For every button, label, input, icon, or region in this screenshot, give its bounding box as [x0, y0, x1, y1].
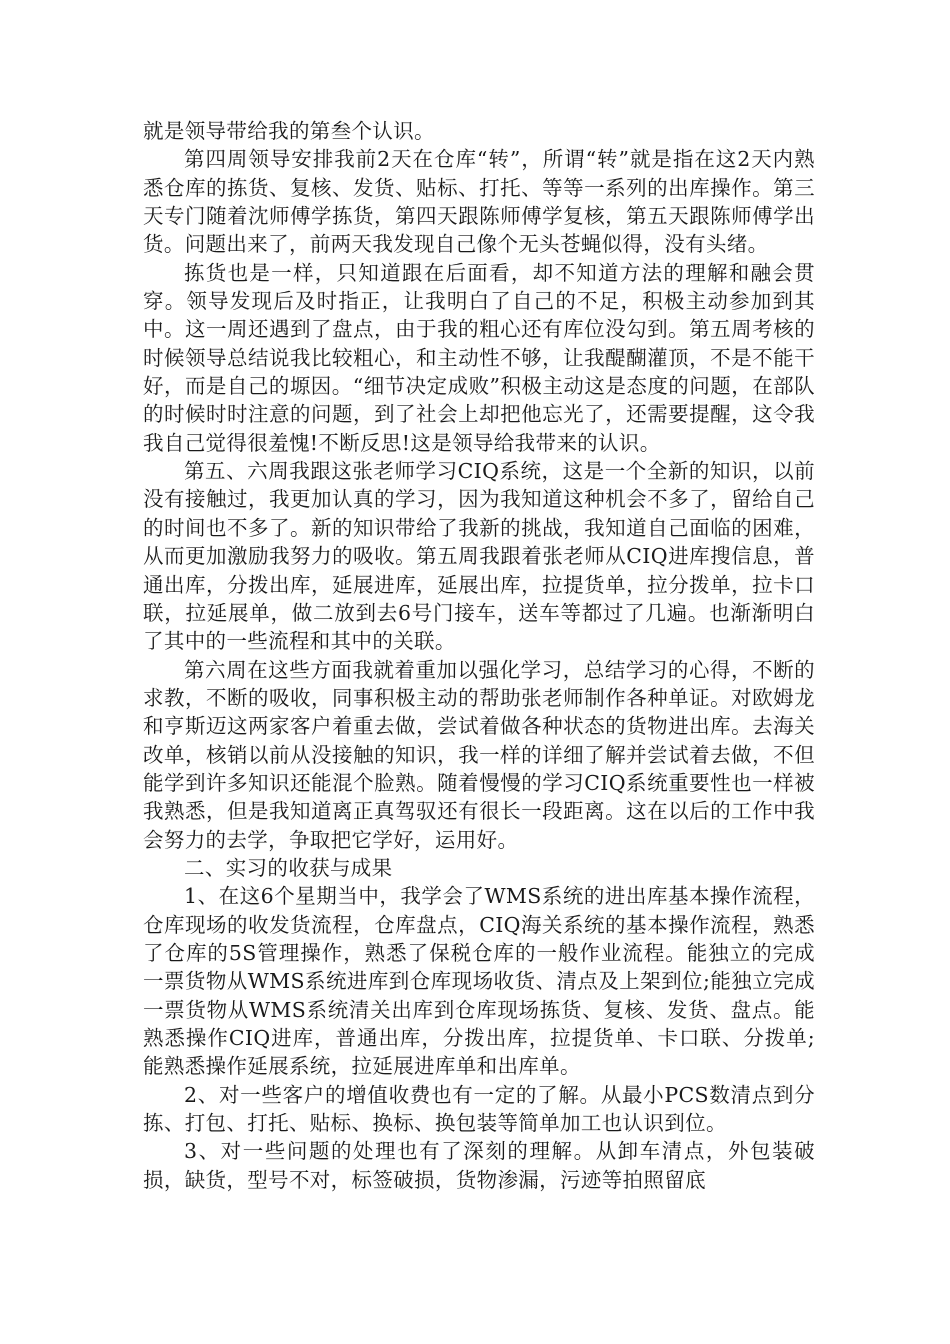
paragraph: 第五、六周我跟这张老师学习CIQ系统，这是一个全新的知识，以前没有接触过，我更加认真的学习，因为我知道这种机会不多了，留给自己的时间也不多了。新的知识带给了我新的挑战，我知道自己面临的困难，从而更加激励我努力的吸收。第五周我跟着张老师从CIQ进库搜信息，普通出库，分拨出库，延展进库，延展出库，拉提货单，拉分拨单，拉卡口联，拉延展单，做二放到去6号门接车，送车等都过了几遍。也渐渐明白了其中的一些流程和其中的关联。	[143, 459, 815, 654]
document-body	[143, 117, 815, 1194]
paragraph: 就是领导带给我的第叁个认识。	[143, 119, 435, 143]
section-heading: 二、实习的收获与成果	[184, 855, 393, 880]
paragraph: 第六周在这些方面我就着重加以强化学习，总结学习的心得，不断的求教，不断的吸收，同事积极主动的帮助张老师制作各种单证。对欧姆龙和亨斯迈这两家客户着重去做，尝试着做各种状态的货物进出库。去海关改单，核销以前从没接触的知识，我一样的详细了解并尝试着去做，不但能学到许多知识还能混个脸熟。随着慢慢的学习CIQ系统重要性也一样被我熟悉，但是我知道离正真驾驭还有很长一段距离。这在以后的工作中我会努力的去学，争取把它学好，运用好。	[143, 657, 815, 852]
paragraph: 2、对一些客户的增值收费也有一定的了解。从最小PCS数清点到分拣、打包、打托、贴标、换标、换包装等简单加工也认识到位。	[143, 1082, 815, 1136]
paragraph: 拣货也是一样，只知道跟在后面看，却不知道方法的理解和融会贯穿。领导发现后及时指正，让我明白了自己的不足，积极主动参加到其中。这一周还遇到了盘点，由于我的粗心还有库位没勾到。第五周考核的时候领导总结说我比较粗心，和主动性不够，让我醍醐灌顶，不是不能干好，而是自己的塬因。“细节决定成败”积极主动这是态度的问题，在部队的时候时时注意的问题，到了社会上却把他忘光了，还需要提醒，这令我我自己觉得很羞愧!不断反思!这是领导给我带来的认识。	[143, 260, 815, 455]
paragraph: 1、在这6个星期当中，我学会了WMS系统的进出库基本操作流程，仓库现场的收发货流程，仓库盘点，CIQ海关系统的基本操作流程，熟悉了仓库的5S管理操作，熟悉了保税仓库的一般作业流程。能独立的完成一票货物从WMS系统进库到仓库现场收货、清点及上架到位;能独立完成一票货物从WMS系统清关出库到仓库现场拣货、复核、发货、盘点。能熟悉操作CIQ进库，普通出库，分拨出库，拉提货单、卡口联、分拨单;能熟悉操作延展系统，拉延展进库单和出库单。	[143, 884, 815, 1079]
paragraph: 3、对一些问题的处理也有了深刻的理解。从卸车清点，外包装破损，缺货，型号不对，标签破损，货物渗漏，污迹等拍照留底	[143, 1139, 815, 1192]
paragraph: 第四周领导安排我前2天在仓库“转”，所谓“转”就是指在这2天内熟悉仓库的拣货、复核、发货、贴标、打托、等等一系列的出库操作。第三天专门随着沈师傅学拣货，第四天跟陈师傅学复核，第五天跟陈师傅学出货。问题出来了，前两天我发现自己像个无头苍蝇似得，没有头绪。	[143, 147, 815, 257]
